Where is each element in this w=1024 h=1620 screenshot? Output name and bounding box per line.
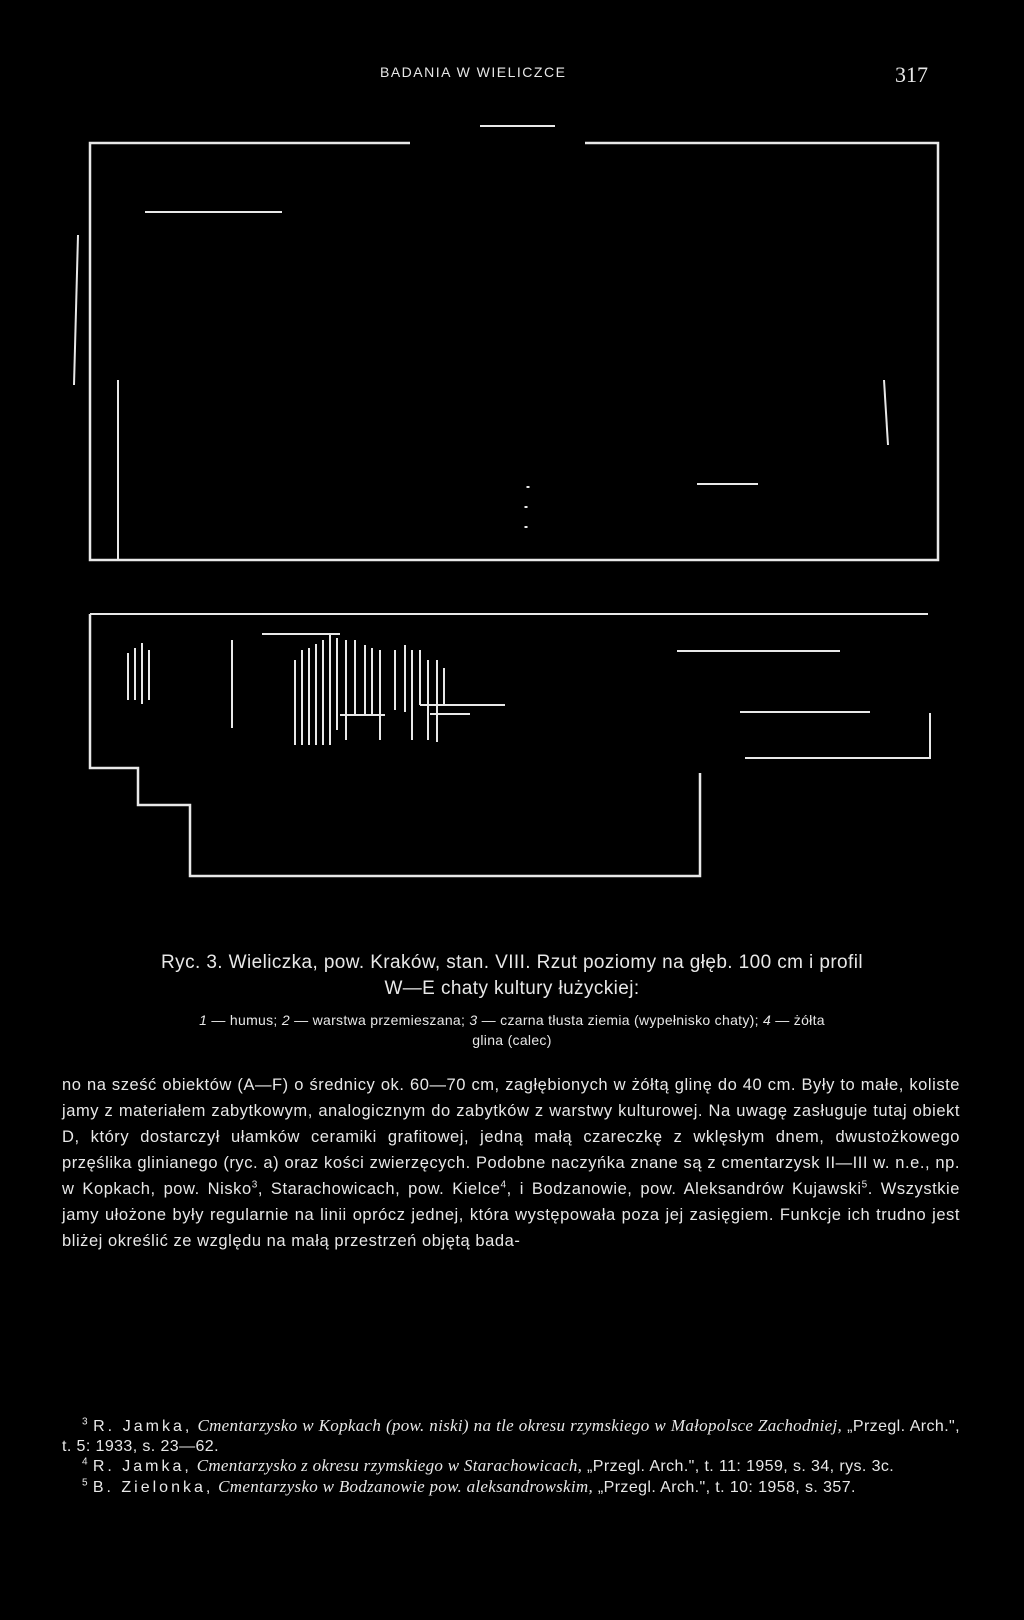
footnote-3-title: Cmentarzysko w Kopkach (pow. niski) na tle okresu rzymskiego w Małopolsce Zachodniej, [197,1416,843,1435]
legend-1-text: — humus; [207,1012,282,1028]
footnote-4-title: Cmentarzysko z okresu rzymskiego w Starachowicach, [196,1456,583,1475]
caption-legend [62,1010,962,1050]
caption-title [62,950,962,1002]
footnote-ref-4: 4 [500,1179,507,1191]
footnote-ref-5: 5 [861,1179,868,1191]
figure-caption [62,950,962,1050]
body-text-part-1: no na sześć obiektów (A—F) o średnicy ok. 60—70 cm, zagłębionych w żółtą glinę do 40 cm. Były to małe, koliste jamy z materiałem zabytkowym, analogicznym do zabytków z warstwy kulturowej. Na uwagę zasługuje tutaj obiekt D, który dostarczył ułamków ceramiki grafitowej, jedną małą czareczkę z wklęsłym dnem, dwustożkowego przęślika glinianego (ryc. a) oraz kości zwierzęcych. Podobne naczyńka znane są z cmentarzysk II—III w. n.e., np. w Kopkach, pow. Nisko [62,1076,960,1198]
legend-2-number: 2 [281,1012,290,1028]
body-text-part-4: . Wszystkie jamy ułożone były regularnie na linii oprócz jednej, która występowała poza jej zasięgiem. Funkcje ich trudno jest bliżej określić ze względu na małą przestrzeń objętą bada- [62,1180,960,1250]
legend-2-text: — warstwa przemieszana; [289,1012,470,1028]
footnote-5-title: Cmentarzysko w Bodzanowie pow. aleksandrowskim, [218,1476,594,1496]
footnote-3-rest: „Przegl. Arch.", t. 5: 1933, s. 23—62. [62,1418,960,1455]
caption-title-line-2: W—E chaty kultury łużyckiej: [384,978,640,999]
legend-4-number: 4 [763,1012,772,1028]
footnote-4-rest: „Przegl. Arch.", t. 11: 1959, s. 34, rys. 3c. [582,1458,895,1475]
body-text-part-2: , Starachowicach, pow. Kielce [257,1180,501,1198]
footnote-4-number: 4 [82,1456,88,1468]
footnote-5-author: B. Zielonka, [92,1478,214,1496]
footnote-3-author: R. Jamka, [93,1418,193,1435]
footnote-4 [62,1456,960,1477]
plan-drawing [74,126,938,560]
footnote-5-rest: „Przegl. Arch.", t. 10: 1958, s. 357. [593,1478,856,1496]
legend-4-continuation: glina (calec) [472,1032,552,1048]
caption-title-line-1: Ryc. 3. Wieliczka, pow. Kraków, stan. VIII. Rzut poziomy na głęb. 100 cm i profil [161,952,863,973]
body-text-part-3: , i Bodzanowie, pow. Aleksandrów Kujawski [506,1180,862,1198]
legend-3-number: 3 [469,1012,478,1028]
legend-1-number: 1 [199,1012,208,1028]
running-head: BADANIA W WIELICZCE [380,64,567,80]
footnote-3-number: 3 [82,1416,88,1428]
footnotes [62,1416,960,1497]
footnote-4-author: R. Jamka, [92,1458,192,1475]
footnote-5-number: 5 [82,1477,88,1489]
footnote-ref-3: 3 [251,1179,258,1191]
footnote-5 [62,1477,960,1498]
legend-3-text: — czarna tłusta ziemia (wypełnisko chaty); [477,1012,763,1028]
page-number: 317 [895,62,928,87]
profile-drawing [90,614,930,876]
body-paragraph [62,1072,960,1254]
footnote-3 [62,1416,960,1456]
legend-4-text: — żółta [771,1012,825,1028]
